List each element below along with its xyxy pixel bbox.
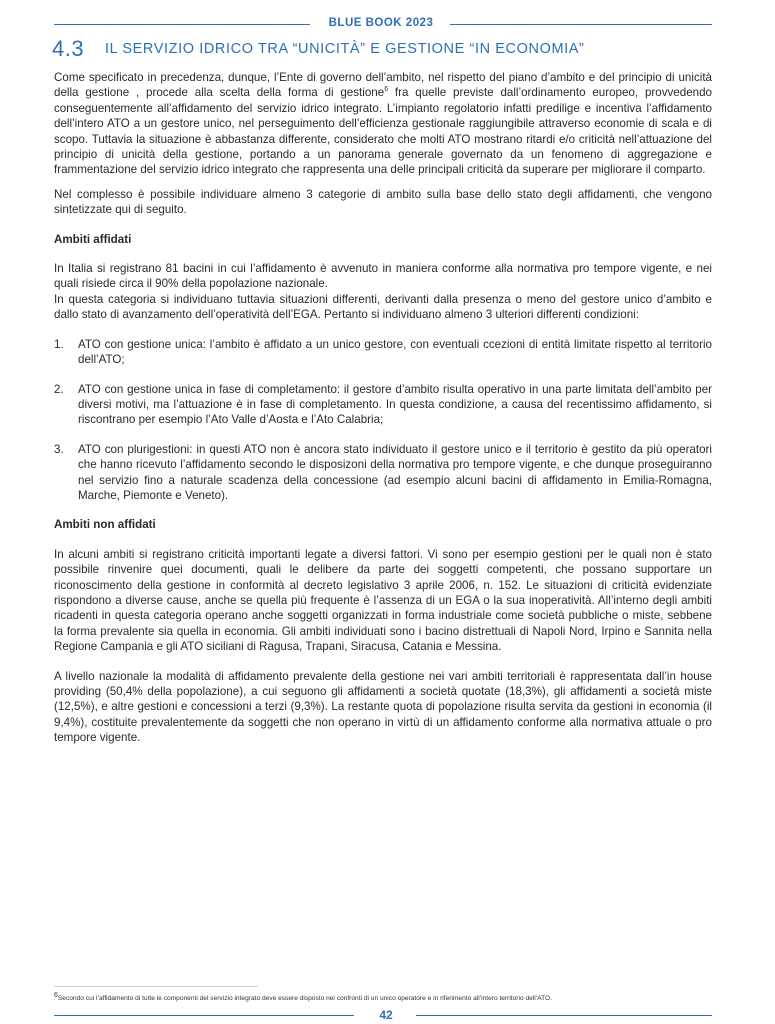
list-item	[54, 442, 712, 504]
subheading-ambiti-affidati: Ambiti affidati	[54, 232, 132, 246]
footnote-separator	[54, 986, 258, 987]
running-footer	[0, 1008, 775, 1022]
list-item	[54, 337, 712, 368]
section-heading	[52, 36, 732, 62]
list-item-text: ATO con gestione unica: l’ambito è affidato a un unico gestore, con eventuali ccezioni di entità limitate rispetto al territorio dell’ATO;	[78, 337, 712, 367]
intro-text-a: Come specificato in precedenza, dunque, l’Ente di governo dell’ambito, nel rispetto del piano d’ambito e del principio di unicità della gestione , procede alla scelta della forma di gestione	[54, 71, 712, 100]
footnote	[54, 991, 734, 1002]
subheading-ambiti-non-affidati: Ambiti non affidati	[54, 518, 156, 532]
page-number: 42	[379, 1008, 393, 1022]
section-title: IL SERVIZIO IDRICO TRA “UNICITÀ” E GESTIONE “IN ECONOMIA”	[105, 41, 585, 57]
section-number: 4.3	[52, 36, 85, 61]
intro-text-b: fra quelle previste dall’ordinamento europeo, provvedendo conseguentemente all’affidamento del servizio idrico integrato. L’impianto regolatorio infatti predilige e incentiva l’affidamento dell’intero ATO a un gestore unico, nel perseguimento dell’efficienza gestionale raggiungibile attraverso economie di scala e di scopo. Tuttavia la situazione è abbastanza differente, considerato che molti ATO mostrano ritardi e/o criticità nell’attuazione del principio di unicità della gestione, portando a un panorama generale governato da un fenomeno di aggregazione e frammentazione del servizio idrico integrato che rappresenta una delle principali criticità da superare per migliorare il comparto.	[54, 86, 712, 177]
affidati-paragraph-1: In Italia si registrano 81 bacini in cui l’affidamento è avvenuto in maniera conforme alla normativa pro tempore vigente, e nei quali risiede circa il 90% della popolazione nazionale.	[54, 262, 712, 291]
header-rule-right	[450, 24, 712, 25]
list-item-number: 3.	[54, 442, 64, 456]
list-item-text: ATO con plurigestioni: in questi ATO non è ancora stato individuato il gestore unico e il territorio è gestito da più operatori che hanno ricevuto l’affidamento secondo le disposizoni della normativa pro tempore vigente, e che dunque proseguiranno nel servizio fino a naturale scadenza della concessione (ad esempio alcuni bacini di affidamento in Emilia-Romagna, Marche, Piemonte e Veneto).	[78, 442, 712, 502]
body-text	[54, 70, 712, 746]
intro-paragraph-2: Nel complesso è possibile individuare almeno 3 categorie di ambito sulla base dello stato degli affidamenti, che vengono sintetizzate qui di seguito.	[54, 187, 712, 217]
list-item	[54, 382, 712, 428]
affidati-paragraph-2: In questa categoria si individuano tuttavia situazioni differenti, derivanti dalla presenza o meno del gestore unico d’ambito e dallo stato di avanzamento dell’operatività dell’EGA. Pertanto si individuano almeno 3 ulteriori differenti condizioni:	[54, 292, 712, 322]
header-brand: BLUE BOOK 2023	[328, 17, 434, 29]
list-item-number: 2.	[54, 382, 64, 396]
intro-paragraph-1	[54, 70, 712, 178]
footer-rule-left	[54, 1015, 354, 1016]
list-item-text: ATO con gestione unica in fase di completamento: il gestore d’ambito risulta operativo in una parte limitata dell’ambito per diversi motivi, ma l’attuazione è in fase di completamento. In questa condizione, a causa del recentissimo affidamento, si riscontrano per esempio l’Ato Valle d’Aosta e l’Ato Calabria;	[78, 382, 712, 427]
footnote-mark: 6	[54, 991, 58, 999]
footer-rule-right	[416, 1015, 712, 1016]
non-affidati-paragraph-2: A livello nazionale la modalità di affidamento prevalente della gestione nei vari ambiti territoriali è rappresentata dall’in house providing (50,4% della popolazione), a cui seguono gli affidamenti a società quotate (18,3%), gli affidamenti a società miste (12,5%), e altre gestioni e concessioni a terzi (9,3%). La restante quota di popolazione risulta servita da gestioni in economia (il 9,4%), costituite prevalentemente da soggetti che non operano in virtù di un affidamento conforme alla normativa attuale o pro tempore vigente.	[54, 669, 712, 745]
footnote-ref: 6	[384, 86, 389, 94]
running-header	[0, 17, 775, 33]
footnote-text: Secondo cui l’affidamento di tutte le componenti del servizio integrato deve essere disposto nei confronti di un unico operatore e in riferimento all’intero territorio dell’ATO.	[57, 995, 552, 1002]
header-rule-left	[54, 24, 310, 25]
list-item-number: 1.	[54, 337, 64, 351]
non-affidati-paragraph-1: In alcuni ambiti si registrano criticità importanti legate a diversi fattori. Vi sono per esempio gestioni per le quali non è stato possibile rinvenire quei documenti, quali le delibere da parte dei soggetti competenti, che possano supportare un riconoscimento della gestione in conformità al decreto legislativo 3 aprile 2006, n. 152. Le situazioni di criticità evidenziate rispondono a diverse cause, anche se quella più frequente è l’assenza di un EGA o la sua inoperatività. All’interno degli ambiti ricadenti in questa categoria operano anche soggetti organizzati in forma industriale come società pubbliche o miste, sebbene la forma prevalente sia quella in economia. Gli ambiti individuati sono i bacino distrettuali di Napoli Nord, Irpino e Sannita nella Regione Campania e gli ATO siciliani di Ragusa, Trapani, Siracusa, Catania e Messina.	[54, 547, 712, 654]
